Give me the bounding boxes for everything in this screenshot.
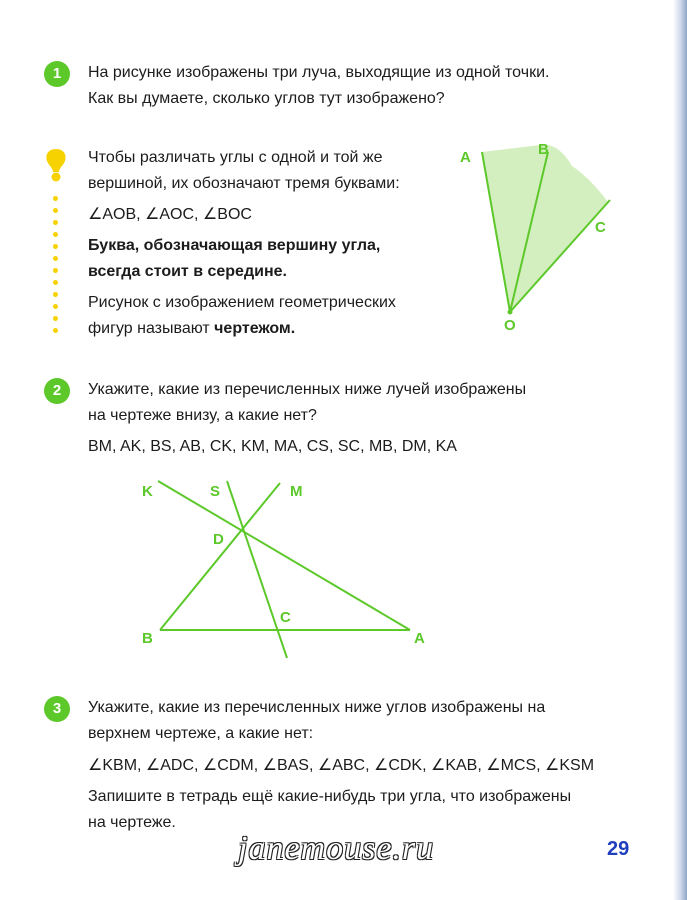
rule-angles: ∠AOB, ∠AOC, ∠BOC	[88, 206, 252, 223]
rule-line-1: Чтобы различать углы с одной и той же	[88, 149, 383, 166]
bulb-dot	[53, 292, 58, 297]
bulb-dot	[53, 256, 58, 261]
rule-line-4-prefix: фигур называют	[88, 320, 215, 337]
rule-line-3: Рисунок с изображением геометрических	[88, 294, 396, 311]
rule-bold-1: Буква, обозначающая вершину угла,	[88, 237, 381, 254]
page-edge	[673, 0, 687, 900]
task-1-badge	[44, 61, 70, 87]
task-3-number: 3	[52, 700, 62, 717]
task-2-number: 2	[52, 382, 62, 399]
line-sc	[227, 481, 287, 658]
task-1-number: 1	[52, 65, 62, 82]
label-a: A	[460, 149, 471, 166]
label-s: S	[210, 483, 221, 500]
task-3-line-2: верхнем чертеже, а какие нет:	[88, 725, 314, 742]
label-a: A	[414, 630, 425, 647]
bulb-dot	[53, 208, 58, 213]
task-3-angles: ∠KBM, ∠ADC, ∠CDM, ∠BAS, ∠ABC, ∠CDK, ∠KAB, ∠MCS, ∠KSM	[88, 757, 595, 774]
line-ka	[158, 481, 410, 630]
bulb-dot	[53, 244, 58, 249]
label-k: K	[142, 483, 153, 500]
watermark: janemouse.ru	[238, 830, 435, 867]
angle-fill	[482, 145, 608, 312]
label-b: B	[538, 141, 549, 158]
bulb-dot	[53, 304, 58, 309]
label-d: D	[213, 531, 224, 548]
task-2-badge	[44, 378, 70, 404]
bulb-dot	[53, 232, 58, 237]
page-number: 29	[607, 838, 630, 860]
rays-figure	[440, 130, 640, 345]
task-3-line-4: на чертеже.	[88, 814, 176, 831]
rule-bold-2: всегда стоит в середине.	[88, 263, 287, 280]
bulb-dot	[53, 316, 58, 321]
label-m: M	[290, 483, 303, 500]
label-c: C	[280, 609, 291, 626]
bulb-dot	[53, 280, 58, 285]
line-bm	[160, 483, 280, 630]
task-2-line-2: на чертеже внизу, а какие нет?	[88, 407, 317, 424]
task-1-line-2: Как вы думаете, сколько углов тут изображено?	[88, 90, 445, 107]
bulb-dot	[53, 268, 58, 273]
triangle-figure	[130, 475, 440, 670]
vertex-o	[508, 310, 513, 315]
task-2-line-1: Укажите, какие из перечисленных ниже лучей изображены	[88, 381, 527, 398]
label-o: O	[504, 317, 516, 334]
bulb-dot	[53, 196, 58, 201]
bulb-dot	[53, 328, 58, 333]
rule-line-4	[88, 316, 295, 342]
lightbulb-icon	[43, 148, 69, 182]
rule-line-4-bold: чертежом.	[214, 320, 296, 337]
task-2-rays: BM, AK, BS, AB, CK, KM, MA, CS, SC, MB, DM, KA	[88, 438, 457, 455]
rule-line-2: вершиной, их обозначают тремя буквами:	[88, 175, 400, 192]
label-b: B	[142, 630, 153, 647]
task-1-line-1: На рисунке изображены три луча, выходящие из одной точки.	[88, 64, 550, 81]
label-c: C	[595, 219, 606, 236]
task-3-line-3: Запишите в тетрадь ещё какие-нибудь три угла, что изображены	[88, 788, 572, 805]
task-3-badge	[44, 696, 70, 722]
task-3-line-1: Укажите, какие из перечисленных ниже углов изображены на	[88, 699, 546, 716]
bulb-dot	[53, 220, 58, 225]
